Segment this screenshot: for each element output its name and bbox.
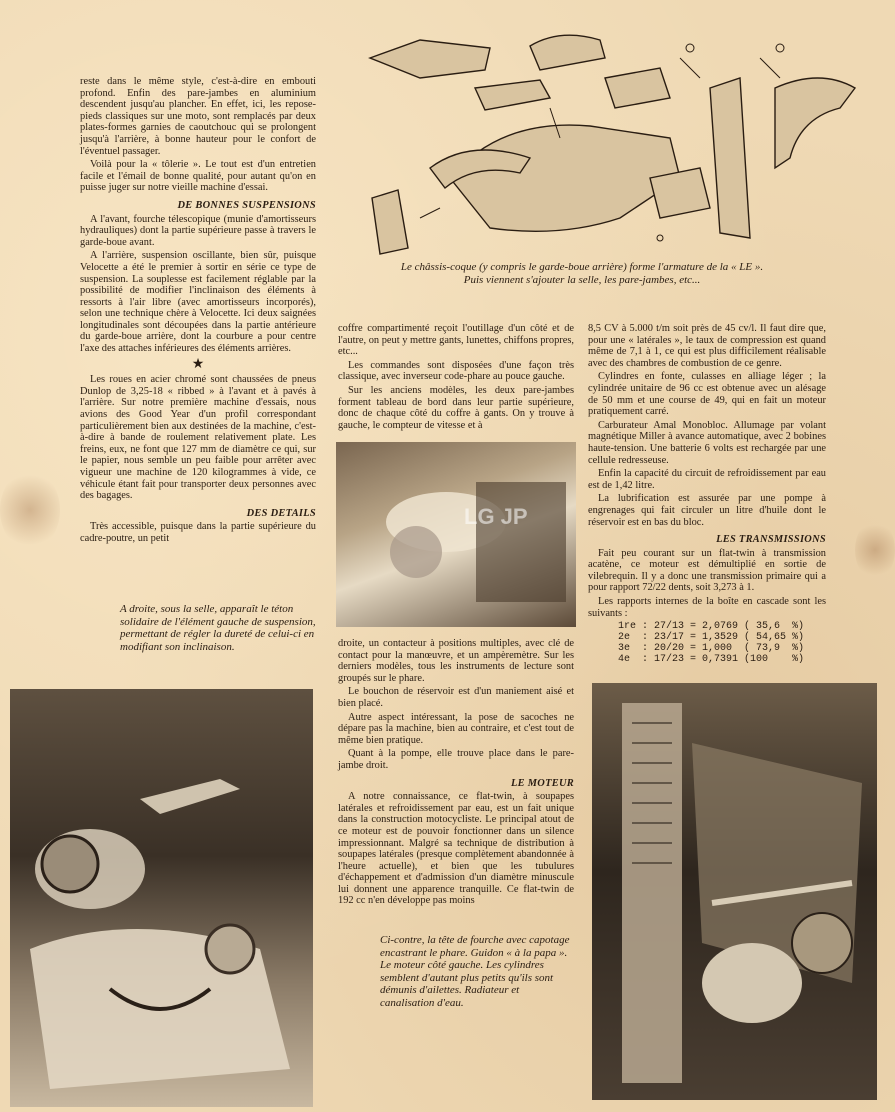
article-column-1 [80,76,316,547]
seat-rear [530,35,605,70]
chassis-shell [450,125,680,231]
photo-drawing [592,683,877,1100]
paragraph: Quant à la pompe, elle trouve place dans le pare-jambe droit. [338,748,574,771]
photo-suspension-adjuster [336,442,576,627]
paragraph: reste dans le même style, c'est-à-dire en embouti profond. Enfin des pare-jambes en aluminium descendent jusqu'au plancher. En effet, ici, les repose-pieds classiques sur une moto, sont remplacés par deux plates-formes garnies de caoutchouc qui se prolongent jusqu'à l'arrière, à bonne hauteur pour le confort de l'éventuel passager. [80,76,316,157]
section-heading: LE MOTEUR [510,777,574,789]
photo-drawing [10,689,313,1107]
panel [605,68,670,108]
paper-stain [0,470,60,550]
gear-ratio-row: 4e : 17/23 = 0,7391 (100 %) [618,654,805,666]
paragraph: Voilà pour la « tôlerie ». Le tout est d'un entretien facile et l'émail de bonne qualité, pour autant qu'on en puisse juger sur notre vieille machine d'essai. [80,159,316,194]
paragraph: Les roues en acier chromé sont chaussées de pneus Dunlop de 3,25-18 « ribbed » à l'avant et à pavés à l'arrière. Sur notre première machine d'essais, nous avions des Good Year d'un profil correspondant particulièrement bien aux destinées de la machine, c'est-à-dire à bande de roulement relativement plate. Les freins, eux, ne font que 127 mm de diamètre ce qui, sur le papier, nous semble un peu faible pour arrêter avec vigueur une machine de 120 kilogrammes à vide, ce véhicule étant fait pour transporter deux personnes avec des bagages. [80,374,316,502]
gear-ratio-row: 3e : 20/20 = 1,000 ( 73,9 %) [618,643,805,655]
gear-ratio-row: 2e : 23/17 = 1,3529 ( 54,65 %) [618,632,805,644]
watermark-text: LG JP [464,504,528,529]
paragraph: Enfin la capacité du circuit de refroidissement par eau est de 1,42 litre. [588,468,826,491]
article-column-3 [588,323,826,667]
photo-fork-head [10,689,313,1107]
paragraph: A l'avant, fourche télescopique (munie d'amortisseurs hydrauliques) dont la partie supérieure passe à travers le garde-boue avant. [80,213,316,248]
paragraph: Fait peu courant sur un flat-twin à transmission acatène, ce moteur est démultiplié en sortie de vilebrequin. Il y a donc une transmission primaire qui a pour rapport 72/22 dents, soit 3,273 à 1. [588,547,826,594]
paper-stain [855,520,895,580]
paragraph: Autre aspect intéressant, la pose de sacoches ne dépare pas la machine, bien au contraire, et c'est tout de même bien pratique. [338,711,574,746]
photo-engine-radiator [592,683,877,1100]
paragraph: coffre compartimenté reçoit l'outillage d'un côté et de l'autre, on peut y mettre gants, lunettes, chiffons propres, etc... [338,323,574,358]
star-separator: ★ [191,356,205,372]
section-heading: DES DETAILS [246,507,316,519]
paragraph: 8,5 CV à 5.000 t/m soit près de 45 cv/l. Il faut dire que, pour une « latérales », le taux de compression est quand même de 7,1 à 1, ce qui est plus difficilement réalisable avec des chambres de combustion de ce genre. [588,323,826,369]
toolbox [650,168,710,218]
photo-drawing [336,442,576,627]
chassis-drawing [360,18,870,258]
seat-front [370,40,490,78]
paragraph: Le bouchon de réservoir est d'un maniement aisé et bien placé. [338,686,574,709]
paragraph: Carburateur Amal Monobloc. Allumage par volant magnétique Miller à avance automatique, avec 2 bobines haute-tension. Une batterie 6 volts est rechargée par une cellule redresseuse. [588,419,826,466]
paragraph: Très accessible, puisque dans la partie supérieure du cadre-poutre, un petit [80,521,316,544]
seat-small [475,80,550,110]
caption-fork-head: Ci-contre, la tête de fourche avec capotage encastrant le phare. Guidon « à la papa ». Le moteur côté gauche. Les cylindres semblent d'autant plus petits qu'ils sont démunis d'ailettes. Radiateur et canalisation d'eau. [380,934,570,1009]
leg-shield [710,78,750,238]
rear-fender [775,78,855,168]
gear-ratios-list [618,621,826,665]
paragraph: La lubrification est assurée par une pompe à engrenages qui fait circuler un litre d'huile dont le réservoir est en bas du bloc. [588,493,826,528]
article-column-2 [338,323,574,433]
radiator [372,190,408,254]
caption-suspension: A droite, sous la selle, apparaît le téton solidaire de l'élément gauche de suspension, permettant de régler la dureté de celui-ci en modifiant son inclinaison. [120,603,316,653]
section-heading: DE BONNES SUSPENSIONS [177,199,316,211]
paragraph: A l'arrière, suspension oscillante, bien sûr, puisque Velocette a été le premier à sortir en série ce type de suspension. La souplesse est facilement réglable par la possibilité de modifier l'inclinaison des éléments à ressorts à l'air libre (avec amortisseurs incorporés), selon une technique chère à Velocette. Ici deux saignées longitudinales sont découpées dans la partie antérieure du garde-boue arrière, dont la courbure a pour centre l'axe des attaches inférieures des éléments arrières. [80,250,316,355]
article-column-2b [338,638,574,909]
paragraph: droite, un contacteur à positions multiples, avec clé de contact pour la manœuvre, et un ampèremètre. Sur les derniers modèles, tous les instruments de lecture sont groupés sur le phare. [338,638,574,684]
caption-chassis: Le châssis-coque (y compris le garde-boue arrière) forme l'armature de la « LE ». Puis viennent s'ajouter la selle, les pare-jambes, etc... [400,261,764,286]
exploded-chassis-diagram [360,18,870,258]
paragraph: Les commandes sont disposées d'une façon très classique, avec inverseur code-phare au pouce gauche. [338,359,574,383]
gear-ratio-row: 1re : 27/13 = 2,0769 ( 35,6 %) [618,621,805,633]
paragraph: Les rapports internes de la boîte en cascade sont les suivants : [588,596,826,619]
paragraph: A notre connaissance, ce flat-twin, à soupapes latérales et refroidissement par eau, est un fait unique dans la construction motocycliste. Le principal atout de ce moteur est de pouvoir fonctionner dans un silence impressionnant. Malgré sa technique de distribution à soupapes latérales (presque complètement abandonnée à l'heure actuelle), et bien que les tubulures d'échappement et d'admission d'un diamètre minuscule lui donnent une apparence tranquille. Ce flat-twin de 192 cc n'en développe pas moins [338,791,574,907]
section-heading: LES TRANSMISSIONS [716,534,826,546]
paragraph: Cylindres en fonte, culasses en alliage léger ; la cylindrée unitaire de 96 cc est obtenue avec un alésage de 50 mm et une course de 49, qui en fait un moteur pratiquement carré. [588,371,826,418]
paragraph: Sur les anciens modèles, les deux pare-jambes forment tableau de bord dans leur partie supérieure, donc de chaque côté du coffre à gants. On y trouve à gauche, le compteur de vitesse et à [338,384,574,431]
